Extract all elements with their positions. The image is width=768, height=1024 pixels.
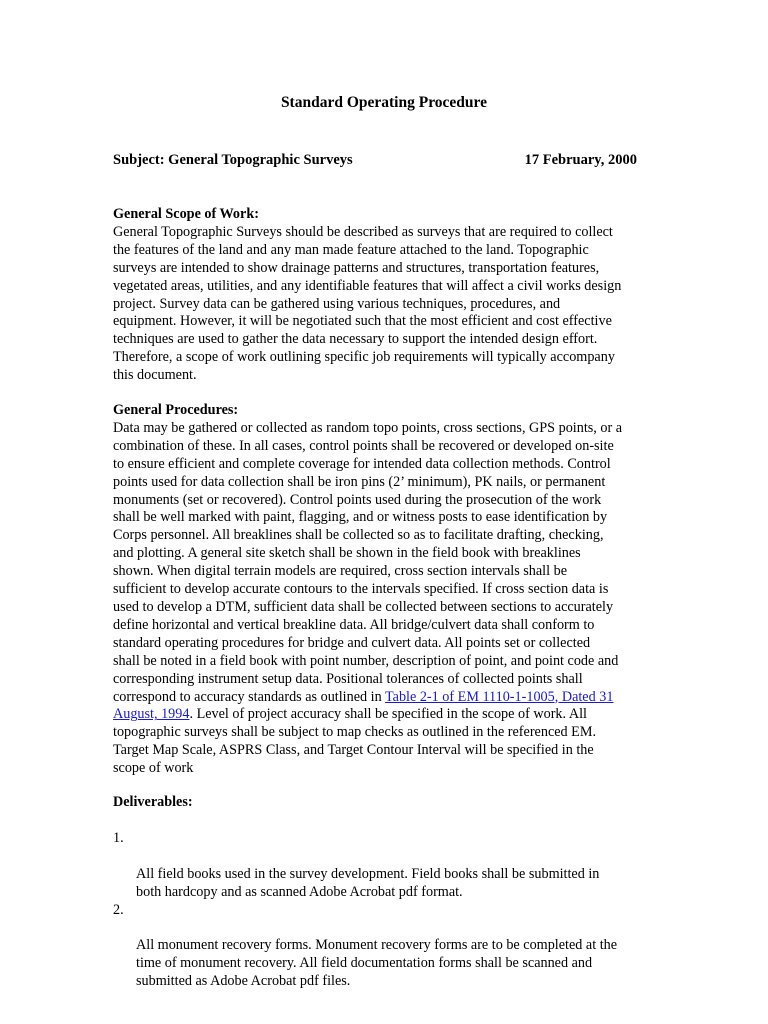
page-title: Standard Operating Procedure [280,94,488,111]
list-item-text: All monument recovery forms. Monument recovery forms are to be completed at the time of monument recovery. All field documentation forms shall be scanned and submitted as Adobe Acrobat pdf files. [136,937,618,990]
deliverables-heading: Deliverables: [113,794,193,810]
list-item [113,830,658,902]
scope-paragraph: General Topographic Surveys should be described as surveys that are required to collect the features of the land and any man made feature attached to the land. Topographic surveys are intended to show drainage patterns and structures, transportation features, vegetated areas, utilities, and any identifiable features that will affect a civil works design project. Survey data can be gathered using various techniques, procedures, and equipment. However, it will be negotiated such that the most efficient and cost effective techniques are used to gather the data necessary to support the intended design effort. Therefore, a scope of work outlining specific job requirements will typically accompany this document. [113,223,622,384]
deliverables-section [113,794,658,812]
deliverables-list [113,830,658,991]
procedures-text-end: . Level of project accuracy shall be specified in the scope of work. All topographic surveys shall be subject to map checks as outlined in the referenced EM. Target Map Scale, ASPRS Class, and Target Contour Interval will be specified in the scope of work [113,706,597,777]
list-item-number: 2. [113,901,124,918]
procedures-text-start: Data may be gathered or collected as random topo points, cross sections, GPS points, or a combination of these. In all cases, control points shall be recovered or developed on-site to ensure efficient and complete coverage for intended data collection methods. Control points used for data collection shall be iron pins (2’ minimum), PK nails, or permanent monuments (set or recovered). Control points used during the prosecution of the work shall be well marked with paint, flagging, and or witness posts to ease identification by Corps personnel. All breaklines shall be collected so as to facilitate drafting, checking, and plotting. A general site sketch shall be shown in the field book with breaklines shown. When digital terrain models are required, cross section intervals shall be sufficient to develop accurate contours to the intervals specified. If cross section data is used to develop a DTM, sufficient data shall be collected between sections to accurately define horizontal and vertical breakline data. All bridge/culvert data shall conform to standard operating procedures for bridge and culvert data. All points set or collected shall be noted in a field book with point number, description of point, and point code and corresponding instrument setup data. Positional tolerances of collected points shall correspond to accuracy standards as outlined in [113,419,623,705]
scope-heading: General Scope of Work: [113,206,259,222]
list-item-text: All field books used in the survey development. Field books shall be submitted in both hardcopy and as scanned Adobe Acrobat pdf format. [136,865,600,900]
document-date: 17 February, 2000 [524,152,637,168]
em-reference-link[interactable]: Table 2-1 of EM 1110-1-1005, Dated 31 August, 1994 [113,688,614,723]
list-item [113,902,658,992]
procedures-heading: General Procedures: [113,402,239,418]
procedures-section [113,402,658,778]
scope-section [113,206,658,385]
subject-text: Subject: General Topographic Surveys [113,152,353,168]
list-item-number: 1. [113,830,124,846]
procedures-paragraph [113,420,658,778]
